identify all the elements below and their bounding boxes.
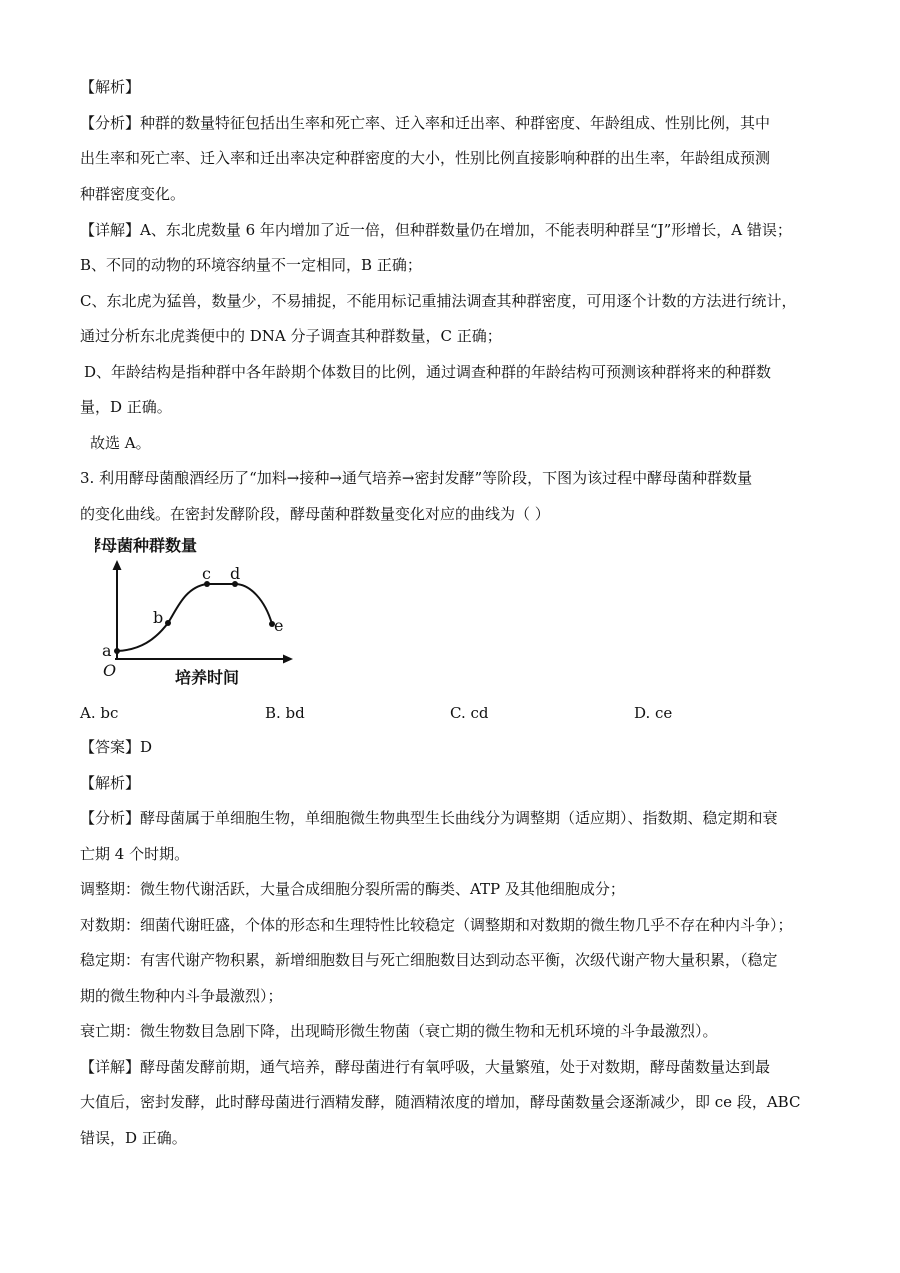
text-line: 量，D 正确。 — [80, 398, 172, 416]
text-line: 【详解】酵母菌发酵前期，通气培养，酵母菌进行有氧呼吸，大量繁殖，处于对数期，酵母菌数量达到最 — [80, 1058, 771, 1076]
text-line: 【详解】A、东北虎数量 6 年内增加了近一倍，但种群数量仍在增加，不能表明种群呈“J”形增长，A 错误； — [80, 221, 792, 239]
text-line: 通过分析东北虎粪便中的 DNA 分子调查其种群数量，C 正确； — [80, 327, 502, 345]
option-a: A. bc — [80, 704, 119, 722]
text-line: 稳定期：有害代谢产物积累，新增细胞数目与死亡细胞数目达到动态平衡，次级代谢产物大量积累，（稳定 — [80, 951, 778, 969]
text-line: C、东北虎为猛兽，数量少，不易捕捉，不能用标记重捕法调查其种群密度，可用逐个计数的方法进行统计， — [80, 292, 797, 310]
text-line: B、不同的动物的环境容纳量不一定相同，B 正确； — [80, 256, 422, 274]
answer-line: 【答案】D — [80, 738, 153, 756]
text-line: 【分析】种群的数量特征包括出生率和死亡率、迁入率和迁出率、种群密度、年龄组成、性别比例，其中 — [80, 114, 771, 132]
option-c: C. cd — [450, 704, 489, 722]
point-label-e: e — [274, 616, 284, 635]
text-line: 故选 A。 — [90, 434, 151, 452]
text-line: 大值后，密封发酵，此时酵母菌进行酒精发酵，随酒精浓度的增加，酵母菌数量会逐渐减少，即 ce 段，ABC — [80, 1093, 801, 1111]
text-line: 衰亡期：微生物数目急剧下降，出现畸形微生物菌（衰亡期的微生物和无机环境的斗争最激烈）。 — [80, 1022, 718, 1040]
text-line: 出生率和死亡率、迁入率和迁出率决定种群密度的大小，性别比例直接影响种群的出生率，年龄组成预测 — [80, 149, 771, 167]
text-line: 期的微生物种内斗争最激烈）； — [80, 987, 283, 1005]
point-label-b: b — [153, 608, 164, 627]
x-axis-label: 培养时间 — [175, 668, 240, 687]
growth-curve-figure — [95, 532, 310, 696]
question-stem: 3. 利用酵母菌酿酒经历了“加料→接种→通气培养→密封发酵”等阶段，下图为该过程中酵母菌种群数量 — [80, 469, 753, 487]
point-b — [165, 620, 171, 626]
text-line: 错误，D 正确。 — [80, 1129, 187, 1147]
y-axis-arrow — [113, 560, 122, 570]
growth-curve — [117, 584, 272, 651]
point-label-a: a — [102, 641, 112, 660]
question-stem: 的变化曲线。在密封发酵阶段，酵母菌种群数量变化对应的曲线为（ ） — [80, 505, 550, 523]
text-line: D、年龄结构是指种群中各年龄期个体数目的比例，通过调查种群的年龄结构可预测该种群将来的种群数 — [84, 363, 772, 381]
text-line: 种群密度变化。 — [80, 185, 186, 203]
origin-label: O — [103, 661, 117, 680]
section-heading-analysis: 【解析】 — [80, 78, 141, 96]
x-axis-arrow — [283, 655, 293, 664]
point-a — [114, 648, 120, 654]
text-line: 亡期 4 个时期。 — [80, 845, 190, 863]
y-axis-label: 酵母菌种群数量 — [95, 536, 198, 555]
text-line: 调整期：微生物代谢活跃，大量合成细胞分裂所需的酶类、ATP 及其他细胞成分； — [80, 880, 625, 898]
text-line: 对数期：细菌代谢旺盛，个体的形态和生理特性比较稳定（调整期和对数期的微生物几乎不存在种内斗争）； — [80, 916, 793, 934]
point-label-c: c — [202, 564, 211, 583]
text-line: 【分析】酵母菌属于单细胞生物，单细胞微生物典型生长曲线分为调整期（适应期）、指数期、稳定期和衰 — [80, 809, 778, 827]
option-d: D. ce — [634, 704, 673, 722]
point-label-d: d — [230, 564, 241, 583]
option-b: B. bd — [265, 704, 305, 722]
section-heading-analysis: 【解析】 — [80, 774, 141, 792]
